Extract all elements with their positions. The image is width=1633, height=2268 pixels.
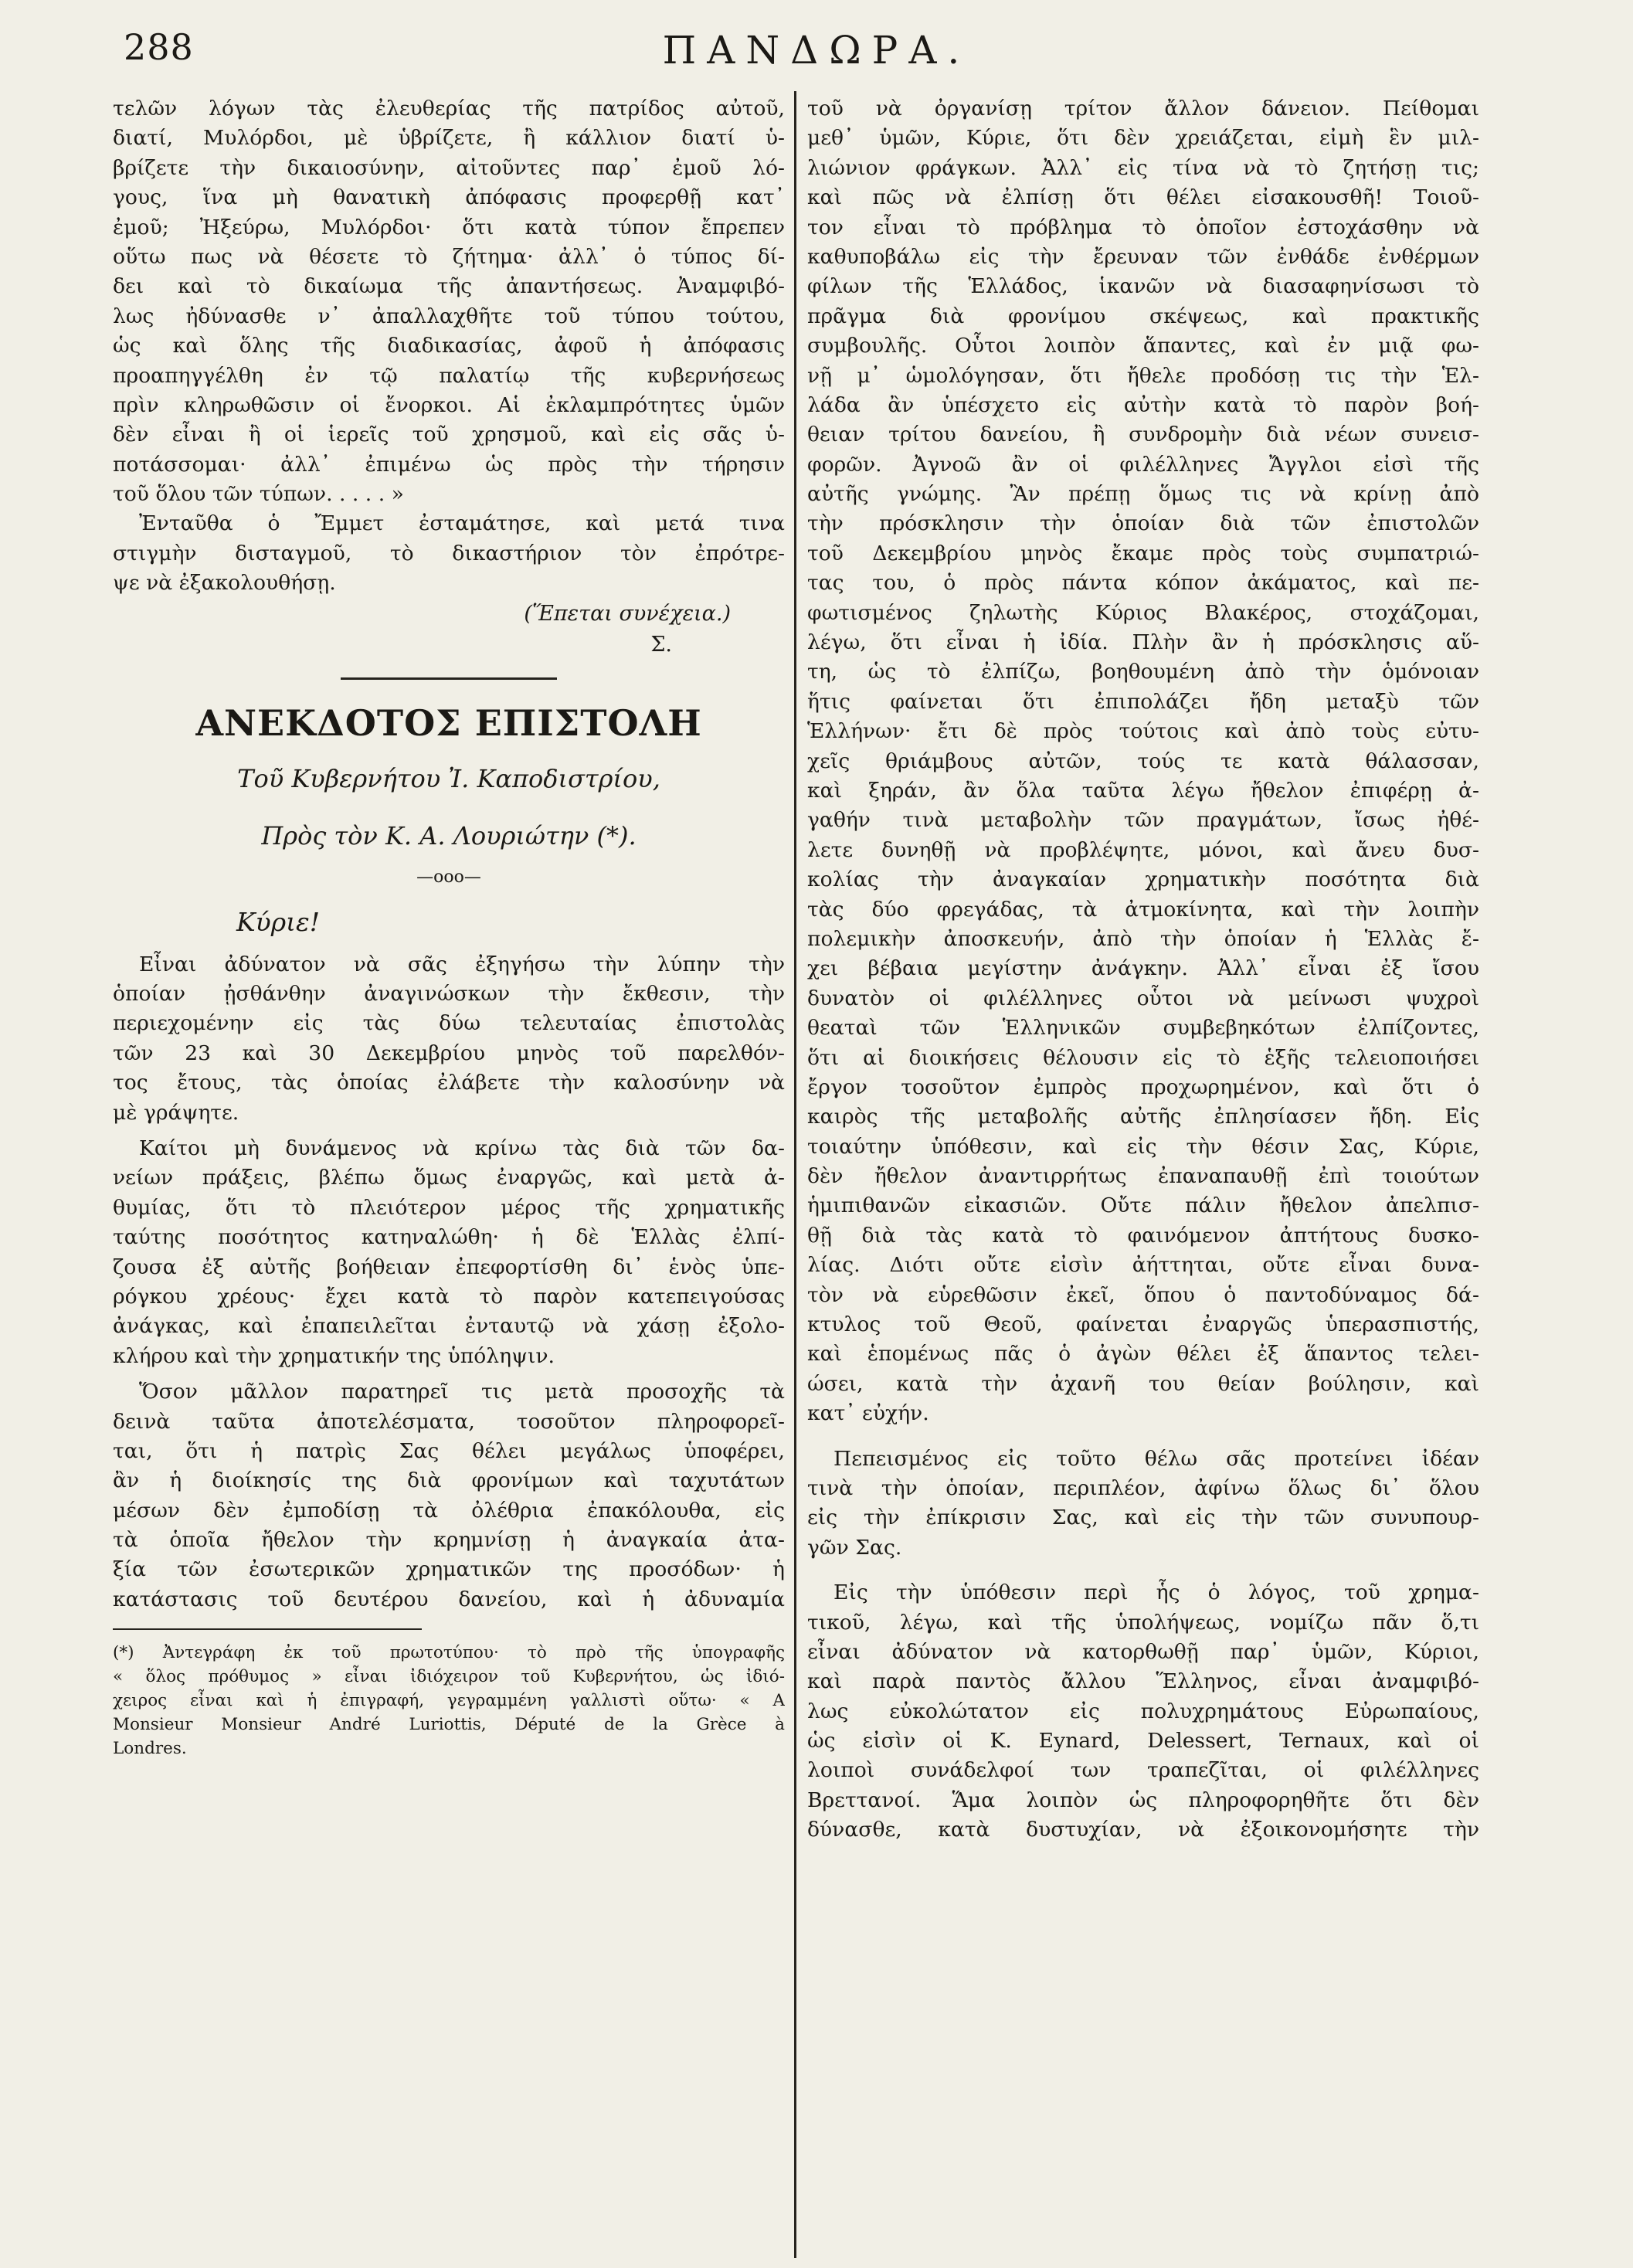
- text-line: ται, ὅτι ἡ πατρὶς Σας θέλει μεγάλως ὑποφέρει,: [113, 1438, 785, 1463]
- text-line: κατ᾽ εὐχήν.: [807, 1401, 929, 1426]
- text-line: τῶν 23 καὶ 30 Δεκεμβρίου μηνὸς τοῦ παρελθόν-: [113, 1041, 785, 1065]
- text-line: Ἑλλήνων· ἔτι δὲ πρὸς τούτοις καὶ ἀπὸ τοὺς εὐτυ-: [807, 719, 1479, 744]
- text-line: μὲ γράψητε.: [113, 1100, 239, 1125]
- text-line: συμβουλῆς. Οὗτοι λοιπὸν ἅπαντες, καὶ ἐν μιᾷ φω-: [807, 334, 1479, 358]
- continued-text: [113, 94, 785, 509]
- text-line: ἂν ἡ διοίκησίς της διὰ φρονίμων καὶ ταχυτάτων: [113, 1468, 785, 1493]
- text-line: ὡς καὶ ὅλης τῆς διαδικασίας, ἀφοῦ ἡ ἀπόφασις: [113, 334, 785, 358]
- text-line: ἡμιπιθανῶν εἰκασιῶν. Οὔτε πάλιν ἤθελον ἀπελπισ-: [807, 1193, 1479, 1218]
- text-line: ἀνάγκας, καὶ ἐπαπειλεῖται ἐνταυτῷ νὰ χάσῃ ἐξολο-: [113, 1314, 785, 1339]
- text-line: πρᾶγμα διὰ φρονίμου σκέψεως, καὶ πρακτικῆς: [807, 304, 1479, 328]
- text-line: ἥτις φαίνεται ὅτι ἐπιπολάζει ἤδη μεταξὺ τῶν: [807, 689, 1479, 714]
- text-line: πολεμικὴν ἀποσκευήν, ἀπὸ τὴν ὁποίαν ἡ Ἑλλὰς ἔ-: [807, 926, 1479, 951]
- text-line: λως εὐκολώτατον εἰς πολυχρημάτους Εὐρωπαίους,: [807, 1699, 1479, 1723]
- text-line: θῇ διὰ τὰς κατὰ τὸ φαινόμενον ἀπτήτους δυσκο-: [807, 1223, 1479, 1248]
- footnote-line: χειρος εἶναι καὶ ἡ ἐπιγραφή, γεγραμμένη γαλλιστὶ οὕτω· « A: [113, 1691, 785, 1711]
- running-title: ΠΑΝΔΩΡΑ.: [662, 28, 971, 73]
- text-line: λιώνιον φράγκων. Ἀλλ᾽ εἰς τίνα νὰ τὸ ζητήσῃ τις;: [807, 155, 1479, 180]
- text-line: τινὰ τὴν ὁποίαν, περιπλέον, ἀφίνω ὅλως δι᾽ ὅλου: [807, 1475, 1479, 1500]
- text-line: δὲν ἤθελον ἀναντιρρήτως ἐπαναπαυθῇ ἐπὶ τοιούτων: [807, 1164, 1479, 1189]
- left-column: [113, 94, 785, 1760]
- narrative-paragraph: [113, 509, 785, 598]
- text-line: στιγμὴν δισταγμοῦ, τὸ δικαστήριον τὸν ἐπρότρε-: [113, 541, 785, 565]
- footnote-line: (*) Ἀντεγράφη ἐκ τοῦ πρωτοτύπου· τὸ πρὸ τῆς ὑπογραφῆς: [113, 1643, 785, 1663]
- text-line: καὶ ξηράν, ἂν ὅλα ταῦτα λέγω ἤθελον ἐπιφέρῃ ἀ-: [807, 778, 1479, 803]
- text-line: Πεπεισμένος εἰς τοῦτο θέλω σᾶς προτείνει ἰδέαν: [833, 1446, 1479, 1471]
- text-line: καιρὸς τῆς μεταβολῆς αὐτῆς ἐπλησίασεν ἤδη. Εἰς: [807, 1105, 1479, 1129]
- text-line: βρίζετε τὴν δικαιοσύνην, αἰτοῦντες παρ᾽ ἐμοῦ λό-: [113, 155, 785, 180]
- text-line: εἶναι ἀδύνατον νὰ κατορθωθῇ παρ᾽ ὑμῶν, Κύριοι,: [807, 1639, 1479, 1664]
- text-line: μέσων δὲν ἐμποδίσῃ τὰ ὀλέθρια ἐπακόλουθα, εἰς: [113, 1498, 785, 1523]
- text-line: Βρεττανοί. Ἅμα λοιπὸν ὡς πληροφορηθῆτε ὅτι δὲν: [807, 1788, 1479, 1812]
- text-line: γους, ἵνα μὴ θανατικὴ ἀπόφασις προφερθῇ κατ᾽: [113, 185, 785, 210]
- article-byline: Τοῦ Κυβερνήτου Ἰ. Καποδιστρίου,: [237, 763, 660, 793]
- text-line: προαπηγγέλθη ἐν τῷ παλατίῳ τῆς κυβερνήσεως: [113, 363, 785, 388]
- text-line: λέγω, ὅτι εἶναι ἡ ἰδία. Πλὴν ἂν ἡ πρόσκλησις αὕ-: [807, 630, 1479, 655]
- text-line: εἰς τὴν ἐπίκρισιν Σας, καὶ εἰς τὴν τῶν συνυπουρ-: [807, 1506, 1479, 1530]
- text-line: τελῶν λόγων τὰς ἐλευθερίας τῆς πατρίδος αὐτοῦ,: [113, 97, 785, 121]
- text-line: δύνασθε, κατὰ δυστυχίαν, νὰ ἐξοικονομήσητε τὴν: [807, 1818, 1479, 1842]
- text-line: δὲν εἶναι ἢ οἱ ἱερεῖς τοῦ χρησμοῦ, καὶ εἰς σᾶς ὑ-: [113, 423, 785, 447]
- footnote-line: Londres.: [113, 1739, 187, 1759]
- text-line: ταύτης ποσότητος κατηναλώθη· ἡ δὲ Ἑλλὰς ἐλπί-: [113, 1225, 785, 1250]
- text-line: τον εἶναι τὸ πρόβλημα τὸ ὁποῖον ἐστοχάσθην νὰ: [807, 215, 1479, 239]
- text-line: Εἶναι ἀδύνατον νὰ σᾶς ἐξηγήσω τὴν λύπην τὴν: [139, 952, 785, 976]
- text-line: τοῦ Δεκεμβρίου μηνὸς ἔκαμε πρὸς τοὺς συμπατριώ-: [807, 541, 1479, 565]
- text-line: μεθ᾽ ὑμῶν, Κύριε, ὅτι δὲν χρειάζεται, εἰμὴ ἓν μιλ-: [807, 126, 1479, 151]
- text-line: κατάστασις τοῦ δευτέρου δανείου, καὶ ἡ ἀδυναμία: [113, 1587, 785, 1611]
- footnote-rule: [113, 1628, 422, 1630]
- text-line: ἔργον τοσοῦτον ἐμπρὸς προχωρημένον, καὶ ὅτι ὁ: [807, 1075, 1479, 1099]
- text-line: ὅτι αἱ διοικήσεις θέλουσιν εἰς τὸ ἑξῆς τελειοποιήσει: [807, 1045, 1479, 1070]
- text-line: νείων πράξεις, βλέπω ὅμως ἐναργῶς, καὶ μετὰ ἀ-: [113, 1166, 785, 1190]
- text-line: καὶ πῶς νὰ ἐλπίσῃ ὅτι θέλει εἰσακουσθῆ! Τοιοῦ-: [807, 185, 1479, 210]
- text-line: ψε νὰ ἐξακολουθήσῃ.: [113, 571, 336, 596]
- text-line: Εἰς τὴν ὑπόθεσιν περὶ ἧς ὁ λόγος, τοῦ χρημα-: [833, 1580, 1479, 1605]
- text-line: φίλων τῆς Ἑλλάδος, ἱκανῶν νὰ διασαφηνίσωσι τὸ: [807, 274, 1479, 299]
- text-line: τοιαύτην ὑπόθεσιν, καὶ εἰς τὴν θέσιν Σας, Κύριε,: [807, 1134, 1479, 1159]
- text-line: Καίτοι μὴ δυνάμενος νὰ κρίνω τὰς διὰ τῶν δα-: [139, 1136, 785, 1160]
- text-line: χει βέβαια μεγίστην ἀνάγκην. Ἀλλ᾽ εἶναι ἐξ ἴσου: [807, 956, 1479, 981]
- text-line: καθυποβάλω εἰς τὴν ἔρευναν τῶν ἐνθάδε ἐνθέρμων: [807, 244, 1479, 269]
- text-line: θεαταὶ τῶν Ἑλληνικῶν συμβεβηκότων ἐλπίζοντες,: [807, 1016, 1479, 1041]
- author-signature: Σ.: [650, 632, 672, 657]
- text-line: τας του, ὁ πρὸς πάντα κόπον ἀκάματος, καὶ πε-: [807, 571, 1479, 596]
- text-line: λίας. Διότι οὔτε εἰσὶν ἀήττηται, οὔτε εἶναι δυνα-: [807, 1253, 1479, 1278]
- text-line: καὶ ἑπομένως πᾶς ὁ ἀγὼν θέλει ἐξ ἅπαντος τελει-: [807, 1342, 1479, 1367]
- text-line: κλήρου καὶ τὴν χρηματικήν της ὑπόληψιν.: [113, 1343, 555, 1368]
- ornament: —ooo—: [416, 867, 481, 887]
- text-line: οὕτω πως νὰ θέσετε τὸ ζήτημα· ἀλλ᾽ ὁ τύπος δί-: [113, 244, 785, 269]
- text-line: θυμίας, ὅτι τὸ πλειότερον μέρος τῆς χρηματικῆς: [113, 1195, 785, 1220]
- text-line: θειαν τρίτου δανείου, ἢ συνδρομὴν διὰ νέων συνεισ-: [807, 423, 1479, 447]
- text-line: φορῶν. Ἀγνοῶ ἂν οἱ φιλέλληνες Ἄγγλοι εἰσὶ τῆς: [807, 452, 1479, 477]
- text-line: δεινὰ ταῦτα ἀποτελέσματα, τοσοῦτον πληροφορεῖ-: [113, 1409, 785, 1434]
- text-line: κολίας τὴν ἀναγκαίαν χρηματικὴν ποσότητα διὰ: [807, 867, 1479, 892]
- text-line: τὰ ὁποῖα ἤθελον τὴν κρημνίσῃ ἡ ἀναγκαία ἀτα-: [113, 1528, 785, 1553]
- footnote: [113, 1641, 785, 1760]
- text-line: ζουσα ἐξ αὐτῆς βοήθειαν ἐπεφορτίσθη δι᾽ ἑνὸς ὑπε-: [113, 1255, 785, 1279]
- letter-paragraph: [113, 950, 785, 1128]
- letter-paragraph: [807, 1578, 1479, 1845]
- text-line: φωτισμένος ζηλωτὴς Κύριος Βλακέρος, στοχάζομαι,: [807, 600, 1479, 625]
- text-line: λάδα ἂν ὑπέσχετο εἰς αὐτὴν κατὰ τὸ παρὸν βοή-: [807, 392, 1479, 417]
- to-be-continued-note: (Ἕπεται συνέχεια.): [524, 601, 731, 626]
- text-line: τοῦ ὅλου τῶν τύπων. . . . . »: [113, 482, 404, 507]
- text-line: λως ἠδύνασθε ν᾽ ἀπαλλαχθῆτε τοῦ τύπου τούτου,: [113, 304, 785, 328]
- text-line: τὴν πρόσκλησιν τὴν ὁποίαν διὰ τῶν ἐπιστολῶν: [807, 511, 1479, 536]
- text-line: τος ἔτους, τὰς ὁποίας ἐλάβετε τὴν καλοσύνην νὰ: [113, 1071, 785, 1095]
- text-line: ξία τῶν ἐσωτερικῶν χρηματικῶν της προσόδων· ἡ: [113, 1557, 785, 1582]
- text-line: ὡς εἰσὶν οἱ Κ. Eynard, Delessert, Ternaux, καὶ οἱ: [807, 1729, 1479, 1754]
- text-line: γαθήν τινὰ μεταβολὴν τῶν πραγμάτων, ἴσως ἠθέ-: [807, 808, 1479, 833]
- article-addressee: Πρὸς τὸν Κ. Α. Λουριώτην (*).: [261, 820, 637, 850]
- column-divider: [794, 91, 796, 2258]
- text-line: περιεχομένην εἰς τὰς δύω τελευταίας ἐπιστολὰς: [113, 1011, 785, 1036]
- text-line: Ὅσον μᾶλλον παρατηρεῖ τις μετὰ προσοχῆς τὰ: [139, 1380, 785, 1404]
- text-line: ποτάσσομαι· ἀλλ᾽ ἐπιμένω ὡς πρὸς τὴν τήρησιν: [113, 452, 785, 477]
- letter-paragraph: [113, 1134, 785, 1371]
- text-line: γῶν Σας.: [807, 1535, 902, 1560]
- text-line: νῇ μ᾽ ὡμολόγησαν, ὅτι ἤθελε προδόσῃ τις τὴν Ἑλ-: [807, 363, 1479, 388]
- text-line: καὶ παρὰ παντὸς ἄλλου Ἕλληνος, εἶναι ἀναμφιβό-: [807, 1669, 1479, 1694]
- salutation: Κύριε!: [236, 906, 321, 937]
- text-line: δει καὶ τὸ δικαίωμα τῆς ἀπαντήσεως. Ἀναμφιβό-: [113, 274, 785, 299]
- text-line: τὸν νὰ εὑρεθῶσιν ἐκεῖ, ὅπου ὁ παντοδύναμος δά-: [807, 1282, 1479, 1307]
- text-line: διατί, Μυλόρδοι, μὲ ὑβρίζετε, ἢ κάλλιον διατί ὑ-: [113, 126, 785, 151]
- text-line: ρόγκου χρέους· ἔχει κατὰ τὸ παρὸν κατεπειγούσας: [113, 1284, 785, 1309]
- text-line: Ἐνταῦθα ὁ Ἔμμετ ἐσταμάτησε, καὶ μετά τινα: [139, 511, 785, 536]
- text-line: ώσει, κατὰ τὴν ἀχανῆ του θείαν βούλησιν, καὶ: [807, 1371, 1479, 1396]
- text-line: χεῖς θριάμβους αὐτῶν, τούς τε κατὰ θάλασσαν,: [807, 749, 1479, 773]
- text-line: πρὶν κληρωθῶσιν οἱ ἔνορκοι. Αἱ ἐκλαμπρότητες ὑμῶν: [113, 392, 785, 417]
- text-line: τικοῦ, λέγω, καὶ τῆς ὑπολήψεως, νομίζω πᾶν ὅ,τι: [807, 1610, 1479, 1635]
- footnote-line: « ὅλος πρόθυμος » εἶναι ἰδιόχειρον τοῦ Κυβερνήτου, ὡς ἰδιό-: [113, 1667, 785, 1687]
- text-line: τοῦ νὰ ὀργανίσῃ τρίτον ἄλλον δάνειον. Πείθομαι: [807, 97, 1479, 121]
- section-rule: [341, 677, 557, 680]
- letter-paragraph: [807, 94, 1479, 1429]
- text-line: τη, ὡς τὸ ἐλπίζω, βοηθουμένη ἀπὸ τὴν ὁμόνοιαν: [807, 660, 1479, 684]
- article-title: ΑΝΕΚΔΟΤΟΣ ΕΠΙΣΤΟΛΗ: [195, 701, 702, 744]
- text-line: τὰς δύο φρεγάδας, τὰ ἀτμοκίνητα, καὶ τὴν λοιπὴν: [807, 897, 1479, 922]
- text-line: λετε δυνηθῇ νὰ προβλέψητε, μόνοι, καὶ ἄνευ δυσ-: [807, 837, 1479, 862]
- text-line: λοιποὶ συνάδελφοί των τραπεζῖται, οἱ φιλέλληνες: [807, 1758, 1479, 1783]
- right-column: [807, 94, 1479, 1845]
- letter-paragraph: [807, 1445, 1479, 1563]
- text-line: αὐτῆς γνώμης. Ἂν πρέπῃ ὅμως τις νὰ κρίνῃ ἀπὸ: [807, 482, 1479, 507]
- text-line: ἐμοῦ; Ἠξεύρω, Μυλόρδοι· ὅτι κατὰ τύπον ἔπρεπεν: [113, 215, 785, 239]
- letter-paragraph: [113, 1377, 785, 1614]
- text-line: κτυλος τοῦ Θεοῦ, φαίνεται ἐναργῶς ὑπερασπιστής,: [807, 1312, 1479, 1337]
- page-number: 288: [124, 26, 194, 68]
- text-line: δυνατὸν οἱ φιλέλληνες οὗτοι νὰ μείνωσι ψυχροὶ: [807, 986, 1479, 1010]
- footnote-line: Monsieur Monsieur André Luriottis, Député de la Grèce à: [113, 1715, 785, 1735]
- text-line: ὁποίαν ᾐσθάνθην ἀναγινώσκων τὴν ἔκθεσιν, τὴν: [113, 982, 785, 1007]
